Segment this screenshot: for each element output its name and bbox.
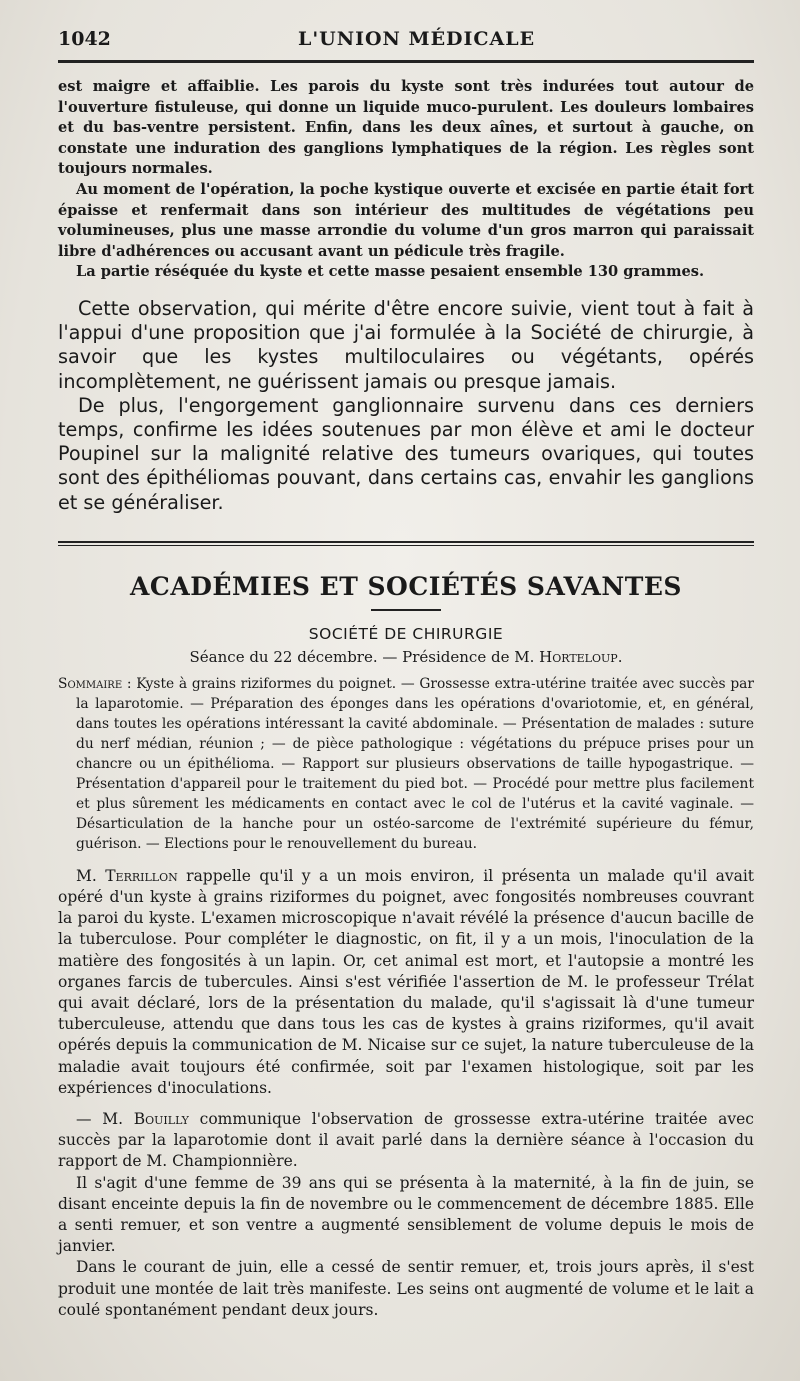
president-name: Horteloup — [539, 647, 618, 666]
observation-paragraph: Au moment de l'opération, la poche kystique ouverte et excisée en partie était fort épaisse et renfermait dans son intérieur des multitudes de végétations peu volumineuses, plus une masse arrondie du volume d'un gros marron qui paraissait libre d'adhérences ou accusant avant un pédicule très fragile. — [58, 180, 754, 260]
header-rule — [58, 60, 754, 63]
observation-paragraph: est maigre et affaiblie. Les parois du kyste sont très indurées tout autour de l'ouverture fistuleuse, qui donne un liquide muco-purulent. Les douleurs lombaires et du bas-ventre persistent. Enfin, dans les deux aînes, et surtout à gauche, on constate une induration des ganglions lymphatiques de la région. Les règles sont toujours normales. — [58, 78, 754, 178]
commentary-text — [58, 297, 754, 515]
section-title: ACADÉMIES ET SOCIÉTÉS SAVANTES — [130, 571, 682, 601]
body-paragraph: Dans le courant de juin, elle a cessé de sentir remuer, et, trois jours après, il s'est produit une montée de lait très manifeste. Les seins ont augmenté de volume et le lait a coulé spontanément pendant deux jours. — [58, 1258, 754, 1319]
journal-title: L'UNION MÉDICALE — [298, 28, 536, 50]
sommaire-label: Sommaire — [58, 675, 123, 692]
running-head — [58, 28, 754, 56]
body-text: communique l'observation de grossesse extra-utérine traitée avec succès par la laparotomie dont il avait parlé dans la dernière séance à l'occasion du rapport de M. Championnière. — [58, 1110, 754, 1171]
article-body — [58, 866, 754, 1321]
society-name: SOCIÉTÉ DE CHIRURGIE — [308, 624, 504, 643]
sommaire-text: : Kyste à grains riziformes du poignet. — Grossesse extra-utérine traitée avec succès par la laparotomie. — Préparation des éponges dans les opérations d'ovariotomie, et, en général, dans toutes les opérations intéressant la cavité abdominale. — Présentation de malades : suture du nerf médian, réunion ; — de pièce pathologique : végétations du prépuce prises pour un chancre ou un épithélioma. — Rapport sur plusieurs observations de taille hypogastrique. — Présentation d'appareil pour le traitement du pied bot. — Procédé pour mettre plus facilement et plus sûrement les médicaments en contact avec le col de l'utérus et la cavité vaginale. — Désarticulation de la hanche pour un ostéo-sarcome de l'extrémité supérieure du fémur, guérison. — Elections pour le renouvellement du bureau. — [76, 675, 754, 852]
section-separator-rule — [58, 541, 754, 546]
session-text: Séance du 22 décembre. — Présidence de M. — [189, 647, 540, 666]
body-text: rappelle qu'il y a un mois environ, il présenta un malade qu'il avait opéré d'un kyste à grains riziformes du poignet, avec fongosités nombreuses couvrant la paroi du kyste. L'examen microscopique n'avait révélé la présence d'aucun bacille de la tuberculose. Pour compléter le diagnostic, on fit, il y a un mois, l'inoculation de la matière des fongosités à un lapin. Or, cet animal est mort, et l'autopsie a montré les organes farcis de tubercules. Ainsi s'est vérifiée l'assertion de M. le professeur Trélat qui avait déclaré, lors de la présentation du malade, qu'il s'agissait là d'une tumeur tuberculeuse, attendu que dans tous les cas de kystes à grains riziformes, qu'il avait opérés depuis la communication de M. Nicaise sur ce sujet, la nature tuberculeuse de la maladie avait toujours été confirmée, soit par l'examen histologique, soit par les expériences d'inoculations. — [58, 866, 755, 1097]
page-number: 1042 — [58, 28, 111, 50]
session-line — [58, 648, 754, 666]
sommaire — [58, 674, 754, 854]
commentary-paragraph: De plus, l'engorgement ganglionnaire survenu dans ces derniers temps, confirme les idées soutenues par mon élève et ami le docteur Poupinel sur la malignité relative des tumeurs ovariques, qui toutes sont des épithéliomas pouvant, dans certains cas, envahir les ganglions et se généraliser. — [58, 393, 754, 514]
speaker-prefix: — M. — [76, 1110, 134, 1128]
speaker-prefix: M. — [76, 866, 106, 885]
speaker-name: Terrillon — [105, 866, 178, 885]
observation-text — [58, 77, 754, 283]
title-underline — [371, 609, 441, 611]
commentary-paragraph: Cette observation, qui mérite d'être encore suivie, vient tout à fait à l'appui d'une proposition que j'ai formulée à la Société de chirurgie, à savoir que les kystes multiloculaires ou végétants, opérés incomplètement, ne guérissent jamais ou presque jamais. — [58, 296, 754, 393]
speaker-name: Bouilly — [133, 1110, 189, 1128]
body-paragraph: Il s'agit d'une femme de 39 ans qui se présenta à la maternité, à la fin de juin, se disant enceinte depuis la fin de novembre ou le commencement de décembre 1885. Elle a senti remuer, et son ventre a augmenté sensiblement de volume depuis le mois de janvier. — [58, 1173, 754, 1256]
body-paragraph — [58, 866, 754, 1099]
session-end: . — [617, 647, 623, 666]
sommaire-paragraph — [58, 674, 754, 854]
body-paragraph — [58, 1109, 754, 1173]
observation-paragraph: La partie réséquée du kyste et cette masse pesaient ensemble 130 grammes. — [76, 263, 705, 281]
